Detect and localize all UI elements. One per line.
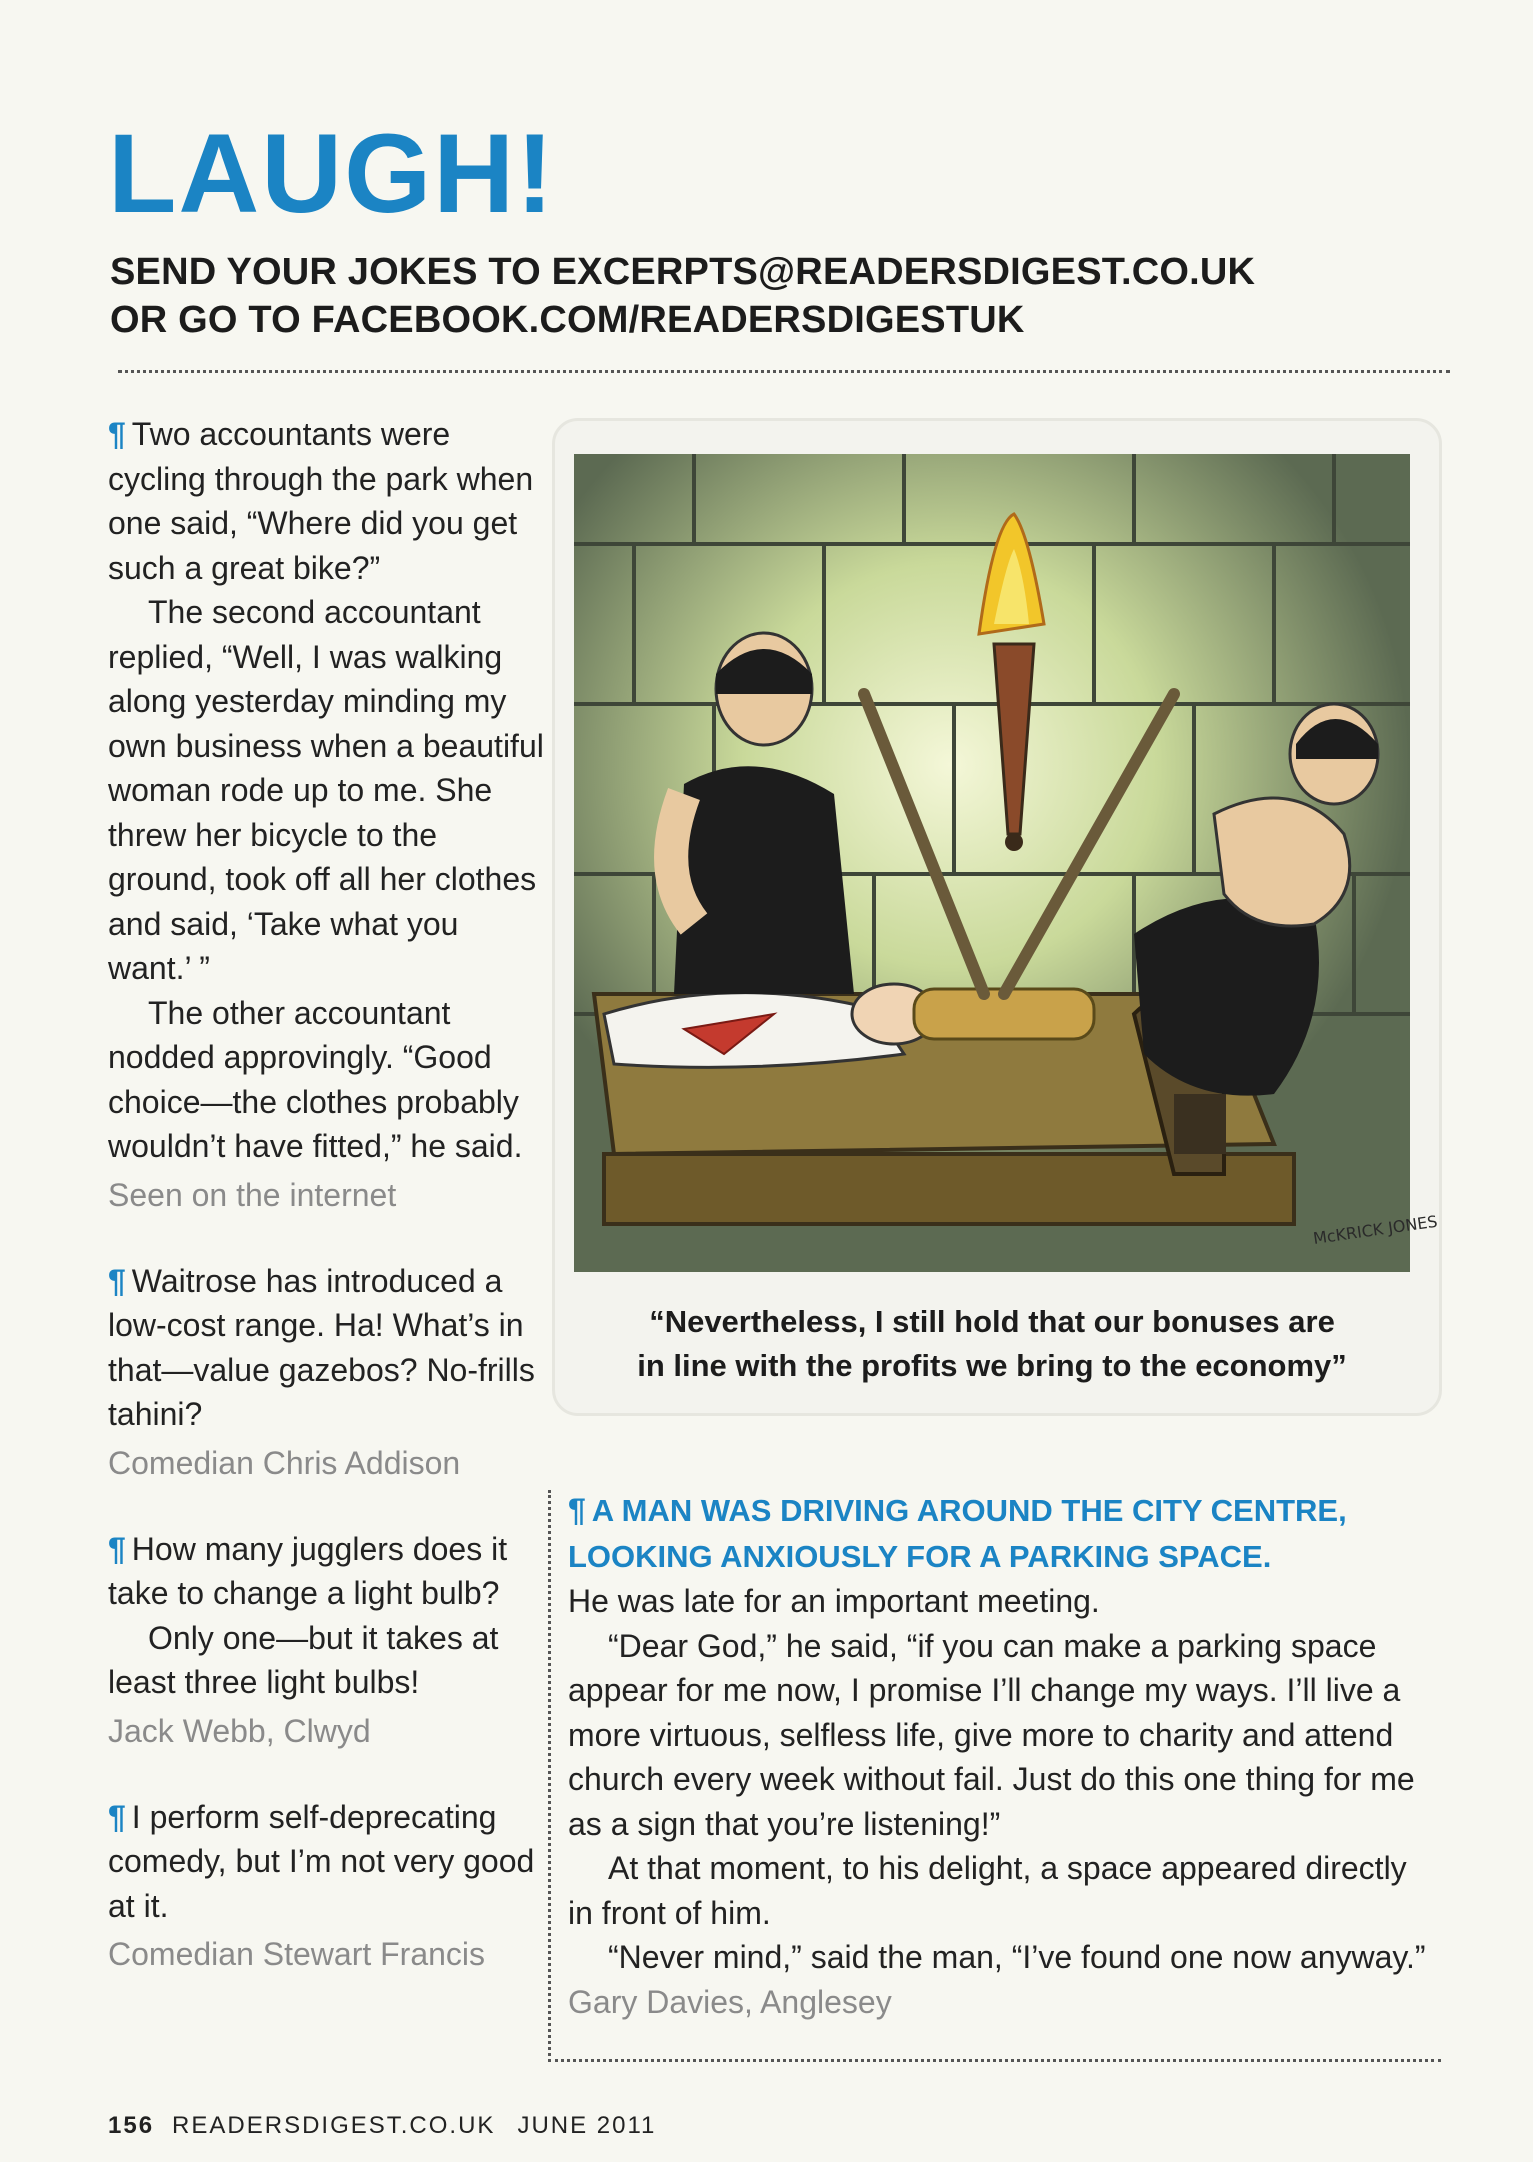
joke-credit: Comedian Stewart Francis: [108, 1936, 486, 1972]
email-line: SEND YOUR JOKES TO EXCERPTS@READERSDIGEST.CO.UK: [110, 251, 1256, 293]
joke-waitrose: [108, 1259, 548, 1485]
joke-text: How many jugglers does it take to change a light bulb?: [108, 1530, 508, 1611]
joke-credit: Gary Davies, Anglesey: [568, 1983, 892, 2020]
joke-text: The second accountant replied, “Well, I was walking along yesterday minding my own business when a beautiful woman rode up to me. She threw her bicycle to the ground, took off all her clothes and said, ‘Take what you want.’ ”: [108, 594, 544, 986]
footer-site: READERSDIGEST.CO.UK: [172, 2112, 496, 2139]
featured-joke-lead: A MAN WAS DRIVING AROUND THE CITY CENTRE, LOOKING ANXIOUSLY FOR A PARKING SPACE.: [568, 1493, 1347, 1574]
joke-text: Two accountants were cycling through the park when one said, “Where did you get such a great bike?”: [108, 416, 534, 586]
dungeon-torture-cartoon: [574, 454, 1439, 1272]
cartoon-illustration: [574, 454, 1439, 1272]
caption-line: “Nevertheless, I still hold that our bonuses are: [649, 1304, 1335, 1339]
joke-jugglers: [108, 1527, 548, 1753]
paragraph-mark-icon: ¶: [108, 1262, 126, 1299]
joke-comedy: [108, 1795, 548, 1977]
footer-date: JUNE 2011: [517, 2112, 657, 2139]
joke-text: At that moment, to his delight, a space appeared directly in front of him.: [568, 1850, 1407, 1931]
caption-line: in line with the profits we bring to the economy”: [637, 1348, 1347, 1383]
joke-text: “Never mind,” said the man, “I’ve found one now anyway.”: [608, 1939, 1426, 1975]
left-column: [108, 412, 548, 1976]
paragraph-mark-icon: ¶: [108, 1530, 126, 1567]
joke-text: Only one—but it takes at least three light bulbs!: [108, 1619, 499, 1700]
joke-text: “Dear God,” he said, “if you can make a parking space appear for me now, I promise I’ll change my ways. I’ll live a more virtuous, selfless life, give more to charity and attend church every week without fail. Just do this one thing for me as a sign that you’re listening!”: [568, 1627, 1415, 1842]
facebook-line: OR GO TO FACEBOOK.COM/READERSDIGESTUK: [110, 299, 1025, 341]
paragraph-mark-icon: ¶: [108, 1798, 126, 1835]
submission-instructions: [110, 248, 1255, 344]
featured-joke: [568, 1488, 1428, 2024]
dotted-divider: [118, 370, 1450, 373]
page-footer: [108, 2112, 656, 2140]
artist-signature: McKRICK JONES: [1311, 1211, 1439, 1248]
paragraph-mark-icon: ¶: [568, 1492, 586, 1528]
paragraph-mark-icon: ¶: [108, 416, 126, 452]
page-number: 156: [108, 2112, 155, 2139]
joke-text: Waitrose has introduced a low-cost range. Ha! What’s in that—value gazebos? No-frills tahini?: [108, 1262, 535, 1432]
cartoon-caption: [574, 1300, 1410, 1388]
joke-text: The other accountant nodded approvingly. “Good choice—the clothes probably wouldn’t have fitted,” he said.: [108, 994, 523, 1164]
joke-accountants: [108, 412, 548, 1217]
joke-credit: Jack Webb, Clwyd: [108, 1712, 371, 1749]
joke-text: He was late for an important meeting.: [568, 1583, 1100, 1619]
joke-text: I perform self-deprecating comedy, but I’m not very good at it.: [108, 1798, 535, 1924]
joke-credit: Comedian Chris Addison: [108, 1444, 461, 1481]
page-title: LAUGH!: [108, 111, 556, 236]
joke-credit: Seen on the internet: [108, 1176, 397, 1213]
